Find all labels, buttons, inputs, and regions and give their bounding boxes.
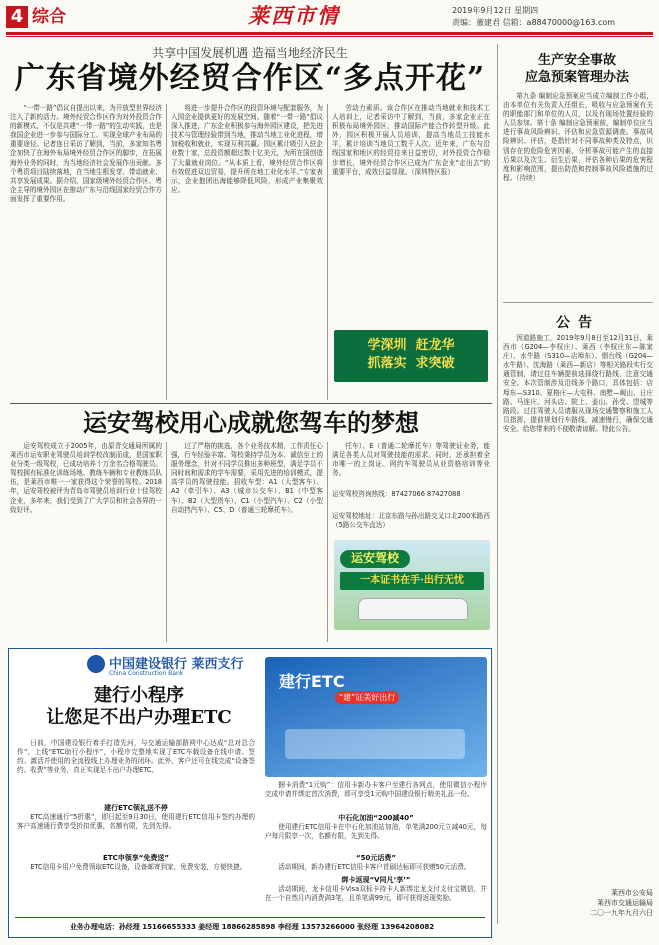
promo-banner-shenzhen [334,330,488,382]
ccb-branch: 莱西支行 [191,657,244,672]
ad-intro [17,739,255,799]
ad-subhead-body [265,863,487,873]
article-text: 将进一步提升合作区的投资环境与配套服务，为入园企业提供更好的发展空间。随着“一带一路”倡议深入推进，广东企业积极参与海外园区建设，把先进技术与管理经验带到当地，推动当地工业化进程，增加税收和就业，实现互利共赢。园区累计吸引入驻企业数十家，总投资额超过数十亿美元，为所在国创造了大量就业岗位。“从本质上看，境外经贸合作区将有效促进双边贸易，提升所在地工业化水平。”专家表示，企业抱团出海能够降低风险，形成产业集聚效应。 [171,104,323,194]
ad-text: 活动期间，龙卡信用卡Visa双标卡持卡人新绑定龙支付支付宝微信，并在一个自然月内消费满3笔，且单笔满99元，即可获得返现奖励。 [265,885,487,903]
ad-subhead-body [17,813,255,849]
sidebar-body [503,92,653,292]
header-rule [6,32,653,35]
driving-headline: 运安驾校用心成就您驾车的梦想 [83,408,419,437]
ad-text: 日前，中国建设银行着手打造先河，与交通运输部路网中心达成“总对总合作”，上线“ETC助行小程序”，小程序完整地实现了ETC车载设备在线申请、签约、激活并使用的全流程线上办理业务的闭环。此外，客户还可在线完成“设备签约、收费”等业务，真正实现足不出户办理ETC。 [17,739,255,775]
ad-subhead-body [17,863,255,907]
ccb-logo-icon [87,655,105,673]
notice-signer: 莱西市交通运输局 [597,899,653,907]
ad-subhead: ETC申领享“免费送” [103,854,169,862]
notice-body [503,334,653,882]
article-headline: 广东省境外经贸合作区“多点开花” [14,61,486,96]
issue-date: 2019年9月12日 星期四 [452,6,539,15]
sidebar-title [502,52,652,86]
sidebar-rule [503,302,653,303]
ccb-bank-name: 中国建设银行 莱西支行 [109,657,244,672]
article-text: “一带一路”倡议自提出以来，为开放型世界经济注入了新的活力。境外经贸合作区作为对外投资合作的新模式，不仅是共建“一带一路”的生动实践，也是我国企业进一步参与国际分工、实现全球产业布局的重要途径。记者连日采访了解到，当前，多家知名粤企加快了在海外布局境外经贸合作区的脚步，在拓展海外业务的同时，为当地经济社会发展作出贡献。多个粤资项目陆续落地，在当地生根发芽、带动就业、共享发展成果。据介绍，国家级境外经贸合作区、粤企主导的境外园区在推动广东与沿线国家经贸合作方面发挥了重要作用。 [10,104,162,203]
notice-text: 因道路施工，2019年9月8日至12月31日，莱西市（G204—李权庄）、莱西（李权庄东—陈家庄）、水牛路（S310—店埠东）、烟台线（G204—水牛路）、沈海路（莱西—新店）等相关路段实行交通管制，请过往车辆提前选择绕行路线，注意交通安全。本次管制涉及沿线多个路口，具体包括：店埠东—S310、夏格庄—大屯科、南墅—岘山、日庄路、马连庄、河头店、院上、姜山、孙受、望城等路段。过往驾驶人员请服从现场交通警察和施工人员指挥，提前规划行车路线，减速慢行，确保交通安全。给您带来的不便敬请谅解。特此公告。 [503,334,653,433]
ad-contact-line: 业务办理电话：孙经理 15166655333 姜经理 18866285898 李经理 13573266000 张经理 13964208082 [69,923,435,931]
article-text: 劳动力素质。该合作区在推动当地就业和技术工人培训上，记者采访中了解到，当前，多家企业正在积极布局境外园区，推动国际产能合作转型升级。此外，园区积极开展人员培训，提高当地员工技能水平，累计培训当地员工数千人次。近年来，广东与沿线国家和地区的经贸往来日益密切，对外投资合作稳步增长，境外经贸合作区已成为广东企业“走出去”的重要平台，成效日益显现。（深圳特区报） [332,104,490,176]
newspaper-masthead: 莱西市情 [248,3,340,28]
promo-text: 求突破 [415,356,455,371]
column-divider [166,104,167,400]
section-title: 综合 [32,7,66,27]
etc-banner-slogan: “建”证美好出行 [335,691,399,704]
driving-column-3 [332,442,490,488]
toll-gate-illustration [285,729,465,759]
sidebar-title-line: 生产安全事故 [537,53,616,68]
ccb-advertisement [8,648,492,938]
ad-text: 活动期间，新办建行ETC信用卡客户首刷达标即可获赠50元话费。 [278,863,471,871]
article-column-1 [10,104,162,400]
ad-headline-line: 建行小程序 [94,685,184,706]
sidebar-divider [497,44,498,924]
ad-subhead-body [265,823,487,851]
car-illustration [358,598,468,620]
ad-rule [15,917,485,918]
driving-promo-image [334,540,490,630]
ad-subhead: 绑卡返现“V同凡‘享’” [341,876,411,884]
column-divider [166,442,167,642]
driving-column-2 [171,442,323,642]
ad-text: 使用建行ETC信用卡在中石化加油站加油，单笔满200元立减40元，每户每月限享一次，名额有限，先到先得。 [265,823,487,841]
ad-offer-1 [265,781,487,811]
sidebar-text: 第九条 编制应急预案应当成立编制工作小组，由本单位有关负责人任组长，吸收与应急预案有关的职能部门和单位的人员，以及有现场处置经验的人员参加。第十条 编制应急预案前，编制单位应当进行事故风险辨识、评估和应急资源调查。事故风险辨识、评估，是指针对不同事故种类及特点，识别存在的危险危害因素，分析事故可能产生的直接后果以及次生、衍生后果，评估各种后果的危害程度和影响范围，提出防范和控制事故风险措施的过程。（待续） [503,92,653,182]
notice-signature [503,888,653,918]
article-column-2 [171,104,323,400]
column-divider [327,442,328,642]
driving-column-1 [10,442,162,642]
driving-text: 托车）、E（普通二轮摩托车）等驾驶证业务，能满足各类人员对驾驶技能的需求。同时，还承担着全市唯一的上岗证、网约车驾驶员从业资格培训等业务。 [332,442,490,478]
ad-headline-line: 让您足不出户办理ETC [46,707,232,728]
ad-text: 捆卡消费“1元购”：信用卡新办卡客户至建行各网点，使用微信小程序完成申请并绑定首次消费，即可享受1元购中国建设银行精美礼品一份。 [265,781,487,799]
etc-banner-title: 建行ETC [279,672,345,691]
ad-subhead: 中石化加油“200减40” [338,814,414,822]
promo-text: 抓落实 [367,356,407,371]
ad-text: ETC高速通行“5折惠”，即日起至9月30日，使用建行ETC信用卡签约办理的客户高速通行费享受折扣优惠，名额有限，先到先得。 [17,813,255,831]
driving-text: 过了严格的挑选，各个业务技术精，工作责任心强，行车经验丰富。驾校秉持学员为本、诚信至上的服务理念，针对不同学员推出多种班型，满足学员不同时间和需求的学车需要，采用先进的培训模式，提高学员的驾驶技能。招收车型：A1（大型客车）、A2（牵引车）、A3（城市公交车）、B1（中型客车）、B2（大型货车）、C1（小型汽车）、C2（小型自动挡汽车）、C5、D（普通三轮摩托车）。 [171,442,323,514]
article-kicker: 共享中国发展机遇 造福当地经济民生 [152,46,348,60]
driving-slogan: 一本证书在手·出行无忧 [340,572,484,590]
ad-text: ETC信用卡用户免费领取ETC设备，设备邮寄到家，免费安装，方便快捷。 [30,863,247,871]
promo-text: 赶龙华 [415,338,455,353]
driving-hotline: 运安驾校咨询热线：87427066 87427088 [332,490,461,498]
ccb-english-name: China Construction Bank [109,670,184,677]
driving-text: 运安驾校成立于2005年，由原青交通局所属的莱西市运安职业驾驶员培训学校改制而成，是国家职业分类一级驾校，已成功培养十万余名合格驾驶员。驾校拥有标准化训练场地、教练车辆和专业教练员队伍，是莱西市唯一一家获得这个荣誉的驾校。2018年，运安驾校被评为青岛市驾驶员培训行业十佳驾校企业，多年来，我们受到了广大学员和社会各界的一致好评。 [10,442,162,514]
etc-banner [265,657,487,777]
column-divider [327,104,328,400]
ad-subhead-body [265,885,487,915]
driving-school-badge: 运安驾校 [340,550,410,568]
editor-info: 责编：董建君 信箱：a88470000@163.com [452,18,616,27]
header-info [452,5,652,29]
ad-subhead: 建行ETC领礼送不停 [104,804,168,812]
article-column-3 [332,104,490,326]
notice-date: 二〇一九年九月六日 [590,909,653,917]
sidebar-title-line: 应急预案管理办法 [524,70,629,85]
promo-text: 学深圳 [367,338,407,353]
driving-address: 运安驾校地址：北京东路与孙出路交叉口北200米路西（5路公交车直达） [332,512,490,530]
notice-signer: 莱西市公安局 [611,889,653,897]
header-rule-thin [6,36,653,37]
page-number: 4 [6,6,28,28]
notice-title: 公告 [556,315,600,331]
ad-subhead: “50元话费” [356,854,396,862]
section-rule [10,403,492,404]
ad-headline [19,685,259,729]
